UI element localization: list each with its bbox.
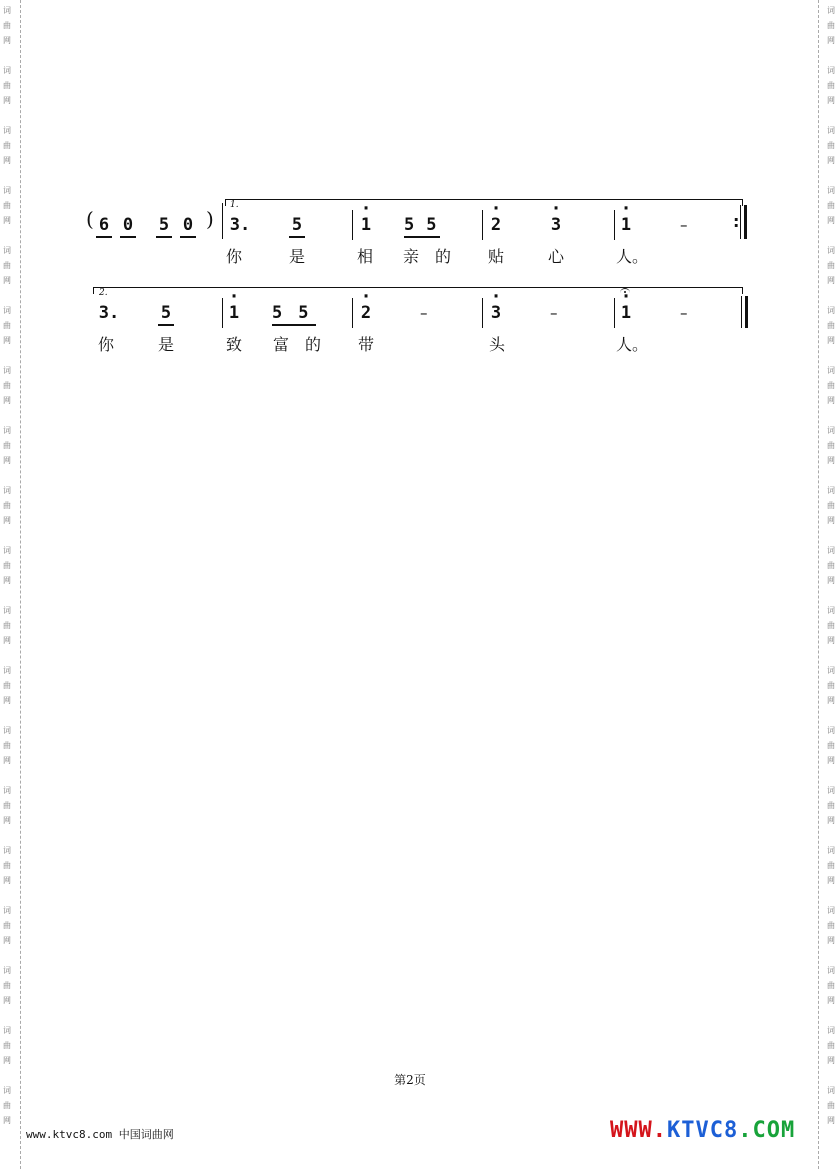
watermark-char: 曲 bbox=[827, 621, 835, 630]
watermark-stack bbox=[824, 1023, 838, 1068]
lyric: 你 bbox=[97, 335, 114, 354]
note-high: · 2 bbox=[358, 303, 374, 323]
watermark-char: 词 bbox=[827, 186, 835, 195]
watermark-char: 词 bbox=[827, 1026, 835, 1035]
barline bbox=[614, 210, 615, 240]
watermark-char: 曲 bbox=[827, 321, 835, 330]
watermark-char: 词 bbox=[827, 546, 835, 555]
watermark-char: 曲 bbox=[3, 141, 11, 150]
watermark-char: 网 bbox=[3, 996, 11, 1005]
watermark-char: 曲 bbox=[3, 621, 11, 630]
barline bbox=[614, 298, 615, 328]
volta-bracket-2 bbox=[93, 287, 743, 294]
logo-ktv: KTVC8 bbox=[666, 1118, 739, 1143]
watermark-stack bbox=[0, 1023, 14, 1068]
watermark-char: 曲 bbox=[827, 381, 835, 390]
note: 3. bbox=[229, 215, 251, 235]
watermark-char: 曲 bbox=[827, 681, 835, 690]
watermark-stack bbox=[0, 483, 14, 528]
watermark-stack bbox=[0, 63, 14, 108]
watermark-char: 曲 bbox=[3, 681, 11, 690]
watermark-stack bbox=[0, 663, 14, 708]
watermark-char: 网 bbox=[3, 756, 11, 765]
watermark-stack bbox=[824, 183, 838, 228]
logo-www: WWW. bbox=[610, 1118, 667, 1143]
watermark-char: 网 bbox=[827, 996, 835, 1005]
lyric: 相 bbox=[356, 247, 373, 266]
watermark-char: 网 bbox=[827, 636, 835, 645]
watermark-char: 网 bbox=[3, 336, 11, 345]
watermark-char: 曲 bbox=[827, 861, 835, 870]
watermark-char: 词 bbox=[827, 726, 835, 735]
watermark-char: 曲 bbox=[3, 501, 11, 510]
watermark-char: 曲 bbox=[827, 81, 835, 90]
barline bbox=[222, 203, 223, 239]
watermark-char: 词 bbox=[827, 786, 835, 795]
final-barline bbox=[745, 296, 748, 328]
watermark-char: 曲 bbox=[827, 1041, 835, 1050]
watermark-stack bbox=[824, 63, 838, 108]
watermark-char: 词 bbox=[3, 6, 11, 15]
watermark-char: 曲 bbox=[3, 381, 11, 390]
barline bbox=[482, 298, 483, 328]
watermark-char: 网 bbox=[827, 756, 835, 765]
watermark-char: 词 bbox=[3, 726, 11, 735]
watermark-char: 词 bbox=[3, 66, 11, 75]
watermark-char: 曲 bbox=[827, 741, 835, 750]
lyric: 贴 bbox=[487, 247, 504, 266]
lyric: 的 bbox=[304, 335, 321, 354]
repeat-sign: : bbox=[733, 212, 740, 231]
watermark-char: 曲 bbox=[3, 861, 11, 870]
watermark-char: 曲 bbox=[827, 981, 835, 990]
watermark-stack bbox=[0, 243, 14, 288]
watermark-char: 曲 bbox=[827, 1101, 835, 1110]
watermark-char: 词 bbox=[827, 846, 835, 855]
watermark-char: 网 bbox=[3, 156, 11, 165]
watermark-char: 词 bbox=[3, 186, 11, 195]
lyric: 的 bbox=[434, 247, 451, 266]
volta-label-2: 2. bbox=[99, 288, 108, 298]
watermark-char: 曲 bbox=[827, 201, 835, 210]
lyric: 你 bbox=[225, 247, 242, 266]
watermark-char: 词 bbox=[827, 606, 835, 615]
watermark-char: 曲 bbox=[3, 1101, 11, 1110]
volta-label-1: 1. bbox=[230, 200, 239, 210]
note-pair: 55 bbox=[404, 215, 440, 238]
watermark-stack bbox=[0, 123, 14, 168]
watermark-char: 网 bbox=[3, 276, 11, 285]
lyric: 人。 bbox=[616, 247, 649, 266]
watermark-stack bbox=[824, 423, 838, 468]
watermark-char: 词 bbox=[3, 1086, 11, 1095]
watermark-char: 网 bbox=[827, 576, 835, 585]
watermark-stack bbox=[824, 363, 838, 408]
watermark-char: 网 bbox=[3, 816, 11, 825]
watermark-char: 网 bbox=[827, 1056, 835, 1065]
note-high: · 3 bbox=[488, 303, 504, 323]
watermark-char: 词 bbox=[827, 6, 835, 15]
watermark-char: 词 bbox=[3, 666, 11, 675]
watermark-char: 词 bbox=[3, 606, 11, 615]
watermark-stack bbox=[0, 843, 14, 888]
watermark-stack bbox=[824, 723, 838, 768]
lyric: 心 bbox=[547, 247, 564, 266]
intro-paren-close: ) bbox=[206, 207, 214, 231]
volta-bracket-1 bbox=[225, 199, 743, 206]
watermark-char: 网 bbox=[3, 876, 11, 885]
watermark-char: 曲 bbox=[3, 741, 11, 750]
lyric: 头 bbox=[488, 335, 505, 354]
note-high: · 1 bbox=[618, 303, 634, 323]
watermark-char: 网 bbox=[3, 516, 11, 525]
page-number: 第2页 bbox=[394, 1073, 426, 1087]
note-high: · 3 bbox=[548, 215, 564, 235]
watermark-left bbox=[0, 0, 14, 1169]
watermark-char: 曲 bbox=[3, 801, 11, 810]
watermark-char: 曲 bbox=[827, 21, 835, 30]
watermark-char: 网 bbox=[827, 456, 835, 465]
final-barline bbox=[744, 205, 747, 239]
watermark-char: 网 bbox=[827, 336, 835, 345]
barline bbox=[222, 298, 223, 328]
watermark-stack bbox=[824, 483, 838, 528]
watermark-char: 曲 bbox=[827, 561, 835, 570]
watermark-char: 曲 bbox=[827, 441, 835, 450]
watermark-right bbox=[824, 0, 838, 1169]
watermark-char: 曲 bbox=[3, 561, 11, 570]
watermark-char: 曲 bbox=[3, 201, 11, 210]
watermark-char: 词 bbox=[827, 966, 835, 975]
watermark-char: 网 bbox=[3, 1116, 11, 1125]
lyric: 是 bbox=[157, 335, 174, 354]
watermark-char: 曲 bbox=[827, 921, 835, 930]
watermark-char: 曲 bbox=[3, 81, 11, 90]
watermark-char: 网 bbox=[3, 456, 11, 465]
note-high: · 1 bbox=[618, 215, 634, 235]
watermark-stack bbox=[824, 663, 838, 708]
watermark-char: 曲 bbox=[827, 261, 835, 270]
watermark-char: 网 bbox=[3, 696, 11, 705]
watermark-char: 词 bbox=[827, 306, 835, 315]
note-high: · 1 bbox=[358, 215, 374, 235]
watermark-char: 网 bbox=[827, 36, 835, 45]
watermark-stack bbox=[0, 723, 14, 768]
watermark-char: 词 bbox=[3, 426, 11, 435]
barline bbox=[352, 210, 353, 240]
watermark-char: 词 bbox=[3, 906, 11, 915]
watermark-char: 词 bbox=[827, 246, 835, 255]
watermark-char: 网 bbox=[827, 516, 835, 525]
watermark-stack bbox=[0, 303, 14, 348]
note-pair: 55 bbox=[272, 303, 316, 326]
note: 5 bbox=[289, 215, 305, 238]
watermark-char: 曲 bbox=[827, 141, 835, 150]
note: 5 bbox=[158, 303, 174, 326]
left-border-line bbox=[20, 0, 21, 1169]
watermark-char: 词 bbox=[3, 246, 11, 255]
sustain-dash: – bbox=[680, 216, 688, 234]
sustain-dash: – bbox=[550, 304, 558, 322]
watermark-stack bbox=[0, 3, 14, 48]
watermark-char: 网 bbox=[827, 1116, 835, 1125]
watermark-stack bbox=[0, 903, 14, 948]
site-logo bbox=[610, 1118, 795, 1143]
watermark-char: 曲 bbox=[3, 261, 11, 270]
watermark-char: 词 bbox=[827, 366, 835, 375]
watermark-stack bbox=[824, 3, 838, 48]
watermark-char: 词 bbox=[827, 666, 835, 675]
watermark-char: 词 bbox=[3, 846, 11, 855]
watermark-char: 词 bbox=[827, 426, 835, 435]
watermark-char: 词 bbox=[3, 486, 11, 495]
watermark-char: 网 bbox=[3, 36, 11, 45]
watermark-char: 词 bbox=[3, 786, 11, 795]
watermark-stack bbox=[0, 183, 14, 228]
watermark-char: 词 bbox=[3, 366, 11, 375]
watermark-stack bbox=[824, 783, 838, 828]
watermark-stack bbox=[824, 243, 838, 288]
watermark-stack bbox=[0, 543, 14, 588]
watermark-stack bbox=[0, 1083, 14, 1128]
watermark-char: 网 bbox=[3, 96, 11, 105]
watermark-char: 网 bbox=[3, 216, 11, 225]
watermark-char: 曲 bbox=[3, 981, 11, 990]
watermark-char: 曲 bbox=[3, 1041, 11, 1050]
watermark-char: 网 bbox=[3, 1056, 11, 1065]
watermark-stack bbox=[0, 603, 14, 648]
watermark-stack bbox=[824, 303, 838, 348]
watermark-char: 网 bbox=[827, 816, 835, 825]
barline bbox=[740, 205, 741, 239]
watermark-stack bbox=[824, 123, 838, 168]
intro-note: 5 bbox=[156, 215, 172, 238]
watermark-char: 网 bbox=[827, 876, 835, 885]
watermark-char: 词 bbox=[827, 906, 835, 915]
watermark-char: 曲 bbox=[827, 801, 835, 810]
note: 3. bbox=[98, 303, 120, 323]
watermark-char: 网 bbox=[827, 396, 835, 405]
intro-paren-open: ( bbox=[86, 207, 94, 231]
intro-note: 0 bbox=[120, 215, 136, 238]
watermark-char: 网 bbox=[3, 576, 11, 585]
watermark-char: 网 bbox=[3, 936, 11, 945]
right-border-line bbox=[818, 0, 819, 1169]
logo-com: .COM bbox=[738, 1118, 796, 1143]
watermark-char: 网 bbox=[827, 216, 835, 225]
barline bbox=[741, 296, 742, 328]
watermark-stack bbox=[824, 543, 838, 588]
watermark-char: 网 bbox=[827, 276, 835, 285]
barline bbox=[352, 298, 353, 328]
lyric: 亲 bbox=[402, 247, 419, 266]
watermark-char: 词 bbox=[3, 546, 11, 555]
watermark-stack bbox=[824, 903, 838, 948]
lyric: 是 bbox=[288, 247, 305, 266]
watermark-char: 词 bbox=[3, 1026, 11, 1035]
watermark-char: 词 bbox=[827, 1086, 835, 1095]
watermark-stack bbox=[0, 783, 14, 828]
lyric: 致 bbox=[225, 335, 242, 354]
intro-note: 0 bbox=[180, 215, 196, 238]
lyric: 带 bbox=[357, 335, 374, 354]
lyric: 人。 bbox=[616, 335, 649, 354]
note-high: · 2 bbox=[488, 215, 504, 235]
lyric: 富 bbox=[272, 335, 289, 354]
footer-site-link[interactable]: www.ktvc8.com 中国词曲网 bbox=[26, 1128, 174, 1141]
note-high: · 1 bbox=[226, 303, 242, 323]
sustain-dash: – bbox=[680, 304, 688, 322]
watermark-char: 曲 bbox=[3, 921, 11, 930]
watermark-stack bbox=[824, 843, 838, 888]
watermark-char: 曲 bbox=[827, 501, 835, 510]
intro-note: 6 bbox=[96, 215, 112, 238]
watermark-char: 词 bbox=[3, 306, 11, 315]
watermark-stack bbox=[0, 363, 14, 408]
watermark-char: 网 bbox=[827, 936, 835, 945]
barline bbox=[482, 210, 483, 240]
watermark-stack bbox=[824, 963, 838, 1008]
watermark-char: 曲 bbox=[3, 441, 11, 450]
watermark-char: 词 bbox=[827, 486, 835, 495]
watermark-stack bbox=[824, 1083, 838, 1128]
watermark-stack bbox=[0, 423, 14, 468]
watermark-char: 曲 bbox=[3, 21, 11, 30]
watermark-stack bbox=[0, 963, 14, 1008]
watermark-char: 网 bbox=[827, 696, 835, 705]
watermark-char: 词 bbox=[3, 126, 11, 135]
watermark-char: 网 bbox=[3, 636, 11, 645]
watermark-stack bbox=[824, 603, 838, 648]
watermark-char: 曲 bbox=[3, 321, 11, 330]
watermark-char: 词 bbox=[827, 66, 835, 75]
watermark-char: 词 bbox=[827, 126, 835, 135]
watermark-char: 网 bbox=[3, 396, 11, 405]
watermark-char: 网 bbox=[827, 156, 835, 165]
sustain-dash: – bbox=[420, 304, 428, 322]
watermark-char: 网 bbox=[827, 96, 835, 105]
watermark-char: 词 bbox=[3, 966, 11, 975]
